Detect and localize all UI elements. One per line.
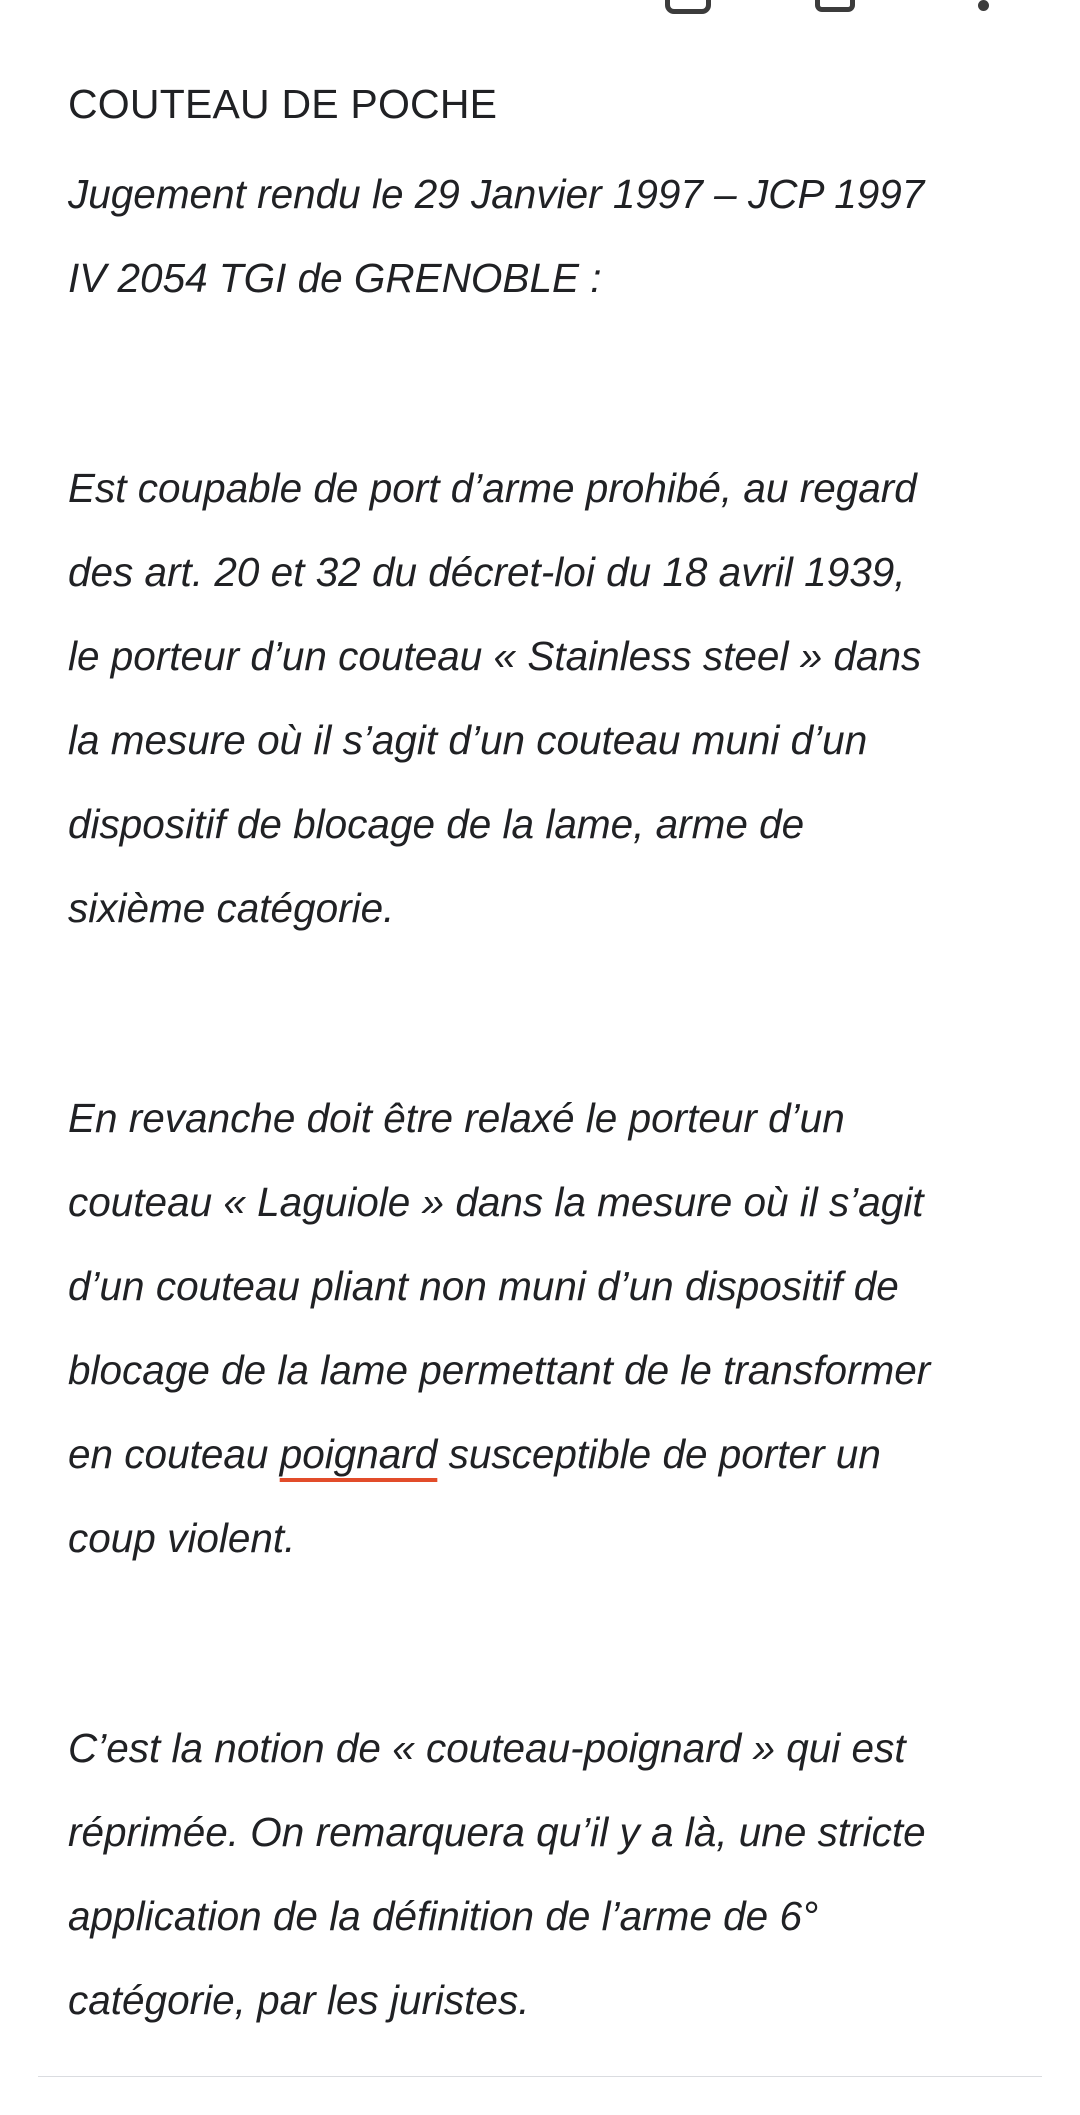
text-line: le porteur d’un couteau « Stainless steel » dans [68, 633, 922, 679]
text-line: blocage de la lame permettant de le transformer [68, 1347, 931, 1393]
text-line: des art. 20 et 32 du décret-loi du 18 avril 1939, [68, 549, 906, 595]
text-line: En revanche doit être relaxé le porteur d’un [68, 1095, 845, 1141]
spellcheck-word[interactable]: poignard [279, 1431, 438, 1477]
text-line: application de la définition de l’arme de 6° [68, 1893, 819, 1939]
bookmark-icon[interactable] [815, 0, 855, 12]
paragraph-guilty [68, 446, 1028, 950]
text-line: coup violent. [68, 1515, 296, 1561]
article-body [68, 74, 1028, 2042]
text-line: IV 2054 TGI de GRENOBLE : [68, 255, 602, 301]
text-segment: susceptible de porter un [437, 1431, 881, 1477]
judgment-reference [68, 152, 1028, 320]
text-line: couteau « Laguiole » dans la mesure où il s’agit [68, 1179, 924, 1225]
paragraph-notion [68, 1706, 1028, 2042]
text-line: C’est la notion de « couteau-poignard » qui est [68, 1725, 906, 1771]
text-line: Est coupable de port d’arme prohibé, au regard [68, 465, 917, 511]
tabs-icon[interactable] [665, 0, 711, 14]
text-line: sixième catégorie. [68, 885, 395, 931]
text-line: dispositif de blocage de la lame, arme de [68, 801, 805, 847]
text-line: la mesure où il s’agit d’un couteau muni d’un [68, 717, 868, 763]
text-line [68, 1412, 1028, 1496]
browser-toolbar [0, 0, 1080, 12]
text-line: d’un couteau pliant non muni d’un dispositif de [68, 1263, 899, 1309]
text-segment: en couteau [68, 1431, 280, 1477]
back-icon[interactable] [78, 0, 104, 8]
text-line: réprimée. On remarquera qu’il y a là, une stricte [68, 1809, 926, 1855]
more-icon[interactable] [978, 0, 989, 11]
article-title: COUTEAU DE POCHE [68, 81, 498, 127]
divider [38, 2076, 1042, 2077]
paragraph-acquitted [68, 1076, 1028, 1580]
text-line: catégorie, par les juristes. [68, 1977, 530, 2023]
text-line: Jugement rendu le 29 Janvier 1997 – JCP 1997 [68, 171, 925, 217]
